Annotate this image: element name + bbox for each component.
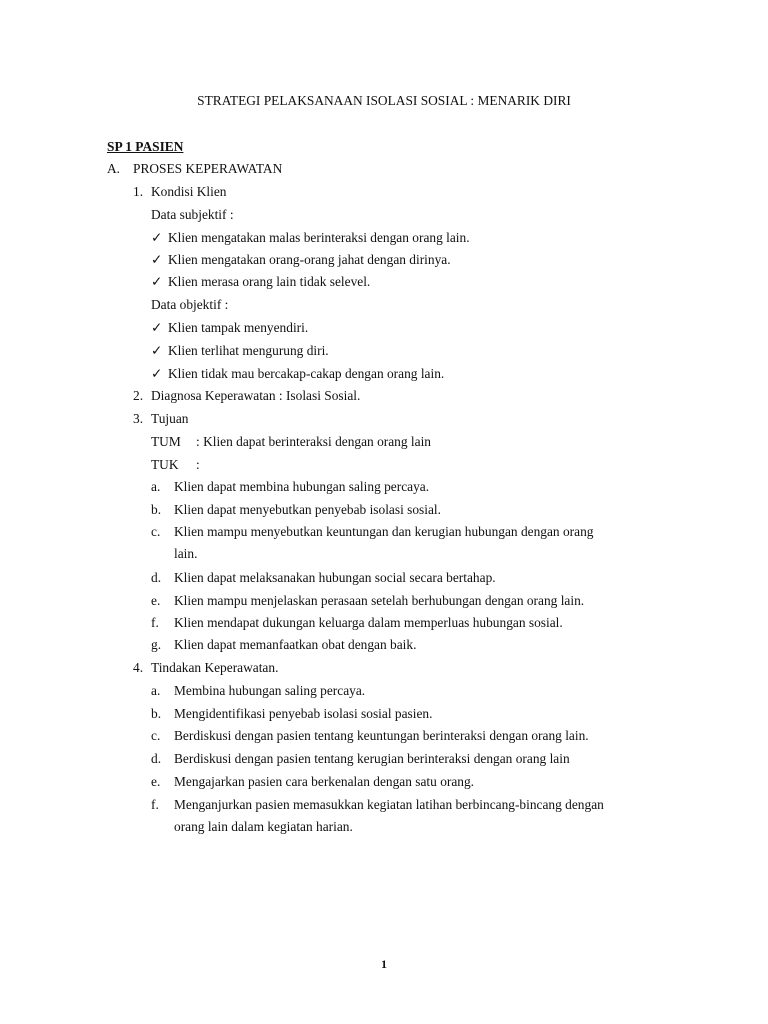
tuk-line bbox=[151, 457, 200, 473]
list-item-text: Klien dapat menyebutkan penyebab isolasi sosial. bbox=[174, 502, 442, 517]
item-letter: d. bbox=[151, 751, 162, 766]
list-item-text: Klien dapat membina hubungan saling percaya. bbox=[174, 479, 430, 494]
list-item bbox=[151, 570, 496, 586]
item-letter: c. bbox=[151, 524, 161, 539]
section-label: A. bbox=[107, 161, 121, 176]
item-text: Tujuan bbox=[151, 411, 189, 426]
check-icon: ✓ bbox=[151, 274, 163, 289]
objektif-label: Data objektif : bbox=[151, 297, 229, 312]
tuk-label: TUK bbox=[151, 457, 179, 472]
sp-heading: SP 1 PASIEN bbox=[107, 139, 184, 154]
item-letter: b. bbox=[151, 706, 162, 721]
item-kondisi bbox=[133, 184, 227, 200]
document-title: STRATEGI PELAKSANAAN ISOLASI SOSIAL : MENARIK DIRI bbox=[197, 93, 571, 108]
list-item-text: Klien tidak mau bercakap-cakap dengan orang lain. bbox=[168, 366, 445, 381]
list-item-continuation: lain. bbox=[174, 546, 198, 561]
item-letter: e. bbox=[151, 774, 161, 789]
list-item-text: Klien mengatakan malas berinteraksi dengan orang lain. bbox=[168, 230, 470, 245]
item-letter: a. bbox=[151, 479, 161, 494]
item-letter: f. bbox=[151, 615, 159, 630]
list-item bbox=[151, 751, 570, 767]
list-item-text: Klien merasa orang lain tidak selevel. bbox=[168, 274, 371, 289]
section-text: PROSES KEPERAWATAN bbox=[133, 161, 283, 176]
subjektif-label: Data subjektif : bbox=[151, 207, 234, 222]
list-item bbox=[151, 252, 451, 268]
list-item-text: Klien mendapat dukungan keluarga dalam memperluas hubungan sosial. bbox=[174, 615, 563, 630]
item-text: Kondisi Klien bbox=[151, 184, 227, 199]
list-item-text: Klien terlihat mengurung diri. bbox=[168, 343, 329, 358]
section-a bbox=[107, 161, 282, 177]
list-item-text: Berdiskusi dengan pasien tentang kerugian berinteraksi dengan orang lain bbox=[174, 751, 570, 766]
list-item-text: Klien mampu menjelaskan perasaan setelah berhubungan dengan orang lain. bbox=[174, 593, 585, 608]
list-item bbox=[151, 524, 593, 540]
tum-label: TUM bbox=[151, 434, 181, 449]
list-item-continuation: orang lain dalam kegiatan harian. bbox=[174, 819, 353, 834]
list-item bbox=[151, 479, 429, 495]
list-item bbox=[151, 593, 584, 609]
list-item-text: Mengidentifikasi penyebab isolasi sosial pasien. bbox=[174, 706, 433, 721]
list-item bbox=[151, 502, 441, 518]
item-tujuan bbox=[133, 411, 188, 427]
list-item bbox=[151, 230, 470, 246]
list-item-text: Klien dapat melaksanakan hubungan social secara bertahap. bbox=[174, 570, 496, 585]
item-letter: d. bbox=[151, 570, 162, 585]
check-icon: ✓ bbox=[151, 343, 163, 358]
list-item-text: Klien tampak menyendiri. bbox=[168, 320, 309, 335]
item-letter: b. bbox=[151, 502, 162, 517]
item-number: 1. bbox=[133, 184, 144, 199]
tuk-text: : bbox=[196, 457, 200, 472]
item-letter: g. bbox=[151, 637, 162, 652]
item-letter: e. bbox=[151, 593, 161, 608]
list-item-text: Klien mampu menyebutkan keuntungan dan kerugian hubungan dengan orang bbox=[174, 524, 594, 539]
list-item bbox=[151, 637, 416, 653]
list-item-text: Mengajarkan pasien cara berkenalan dengan satu orang. bbox=[174, 774, 475, 789]
list-item bbox=[151, 797, 604, 813]
item-diagnosa bbox=[133, 388, 360, 404]
list-item bbox=[151, 728, 589, 744]
list-item bbox=[151, 683, 365, 699]
page-number: 1 bbox=[381, 957, 387, 971]
list-item bbox=[151, 366, 444, 382]
item-letter: f. bbox=[151, 797, 159, 812]
list-item bbox=[151, 615, 563, 631]
list-item-text: Menganjurkan pasien memasukkan kegiatan latihan berbincang-bincang dengan bbox=[174, 797, 604, 812]
check-icon: ✓ bbox=[151, 252, 163, 267]
list-item-text: Klien dapat memanfaatkan obat dengan baik. bbox=[174, 637, 417, 652]
check-icon: ✓ bbox=[151, 230, 163, 245]
tum-line bbox=[151, 434, 431, 450]
list-item bbox=[151, 343, 329, 359]
item-number: 4. bbox=[133, 660, 144, 675]
item-text: Tindakan Keperawatan. bbox=[151, 660, 279, 675]
check-icon: ✓ bbox=[151, 320, 163, 335]
item-number: 2. bbox=[133, 388, 144, 403]
item-letter: a. bbox=[151, 683, 161, 698]
check-icon: ✓ bbox=[151, 366, 163, 381]
list-item bbox=[151, 320, 308, 336]
item-number: 3. bbox=[133, 411, 144, 426]
list-item bbox=[151, 706, 432, 722]
list-item-text: Membina hubungan saling percaya. bbox=[174, 683, 366, 698]
list-item-text: Berdiskusi dengan pasien tentang keuntungan berinteraksi dengan orang lain. bbox=[174, 728, 589, 743]
list-item bbox=[151, 774, 474, 790]
list-item-text: Klien mengatakan orang-orang jahat dengan dirinya. bbox=[168, 252, 451, 267]
item-letter: c. bbox=[151, 728, 161, 743]
item-text: Diagnosa Keperawatan : Isolasi Sosial. bbox=[151, 388, 361, 403]
list-item bbox=[151, 274, 370, 290]
tum-text: : Klien dapat berinteraksi dengan orang lain bbox=[196, 434, 431, 449]
item-tindakan bbox=[133, 660, 278, 676]
